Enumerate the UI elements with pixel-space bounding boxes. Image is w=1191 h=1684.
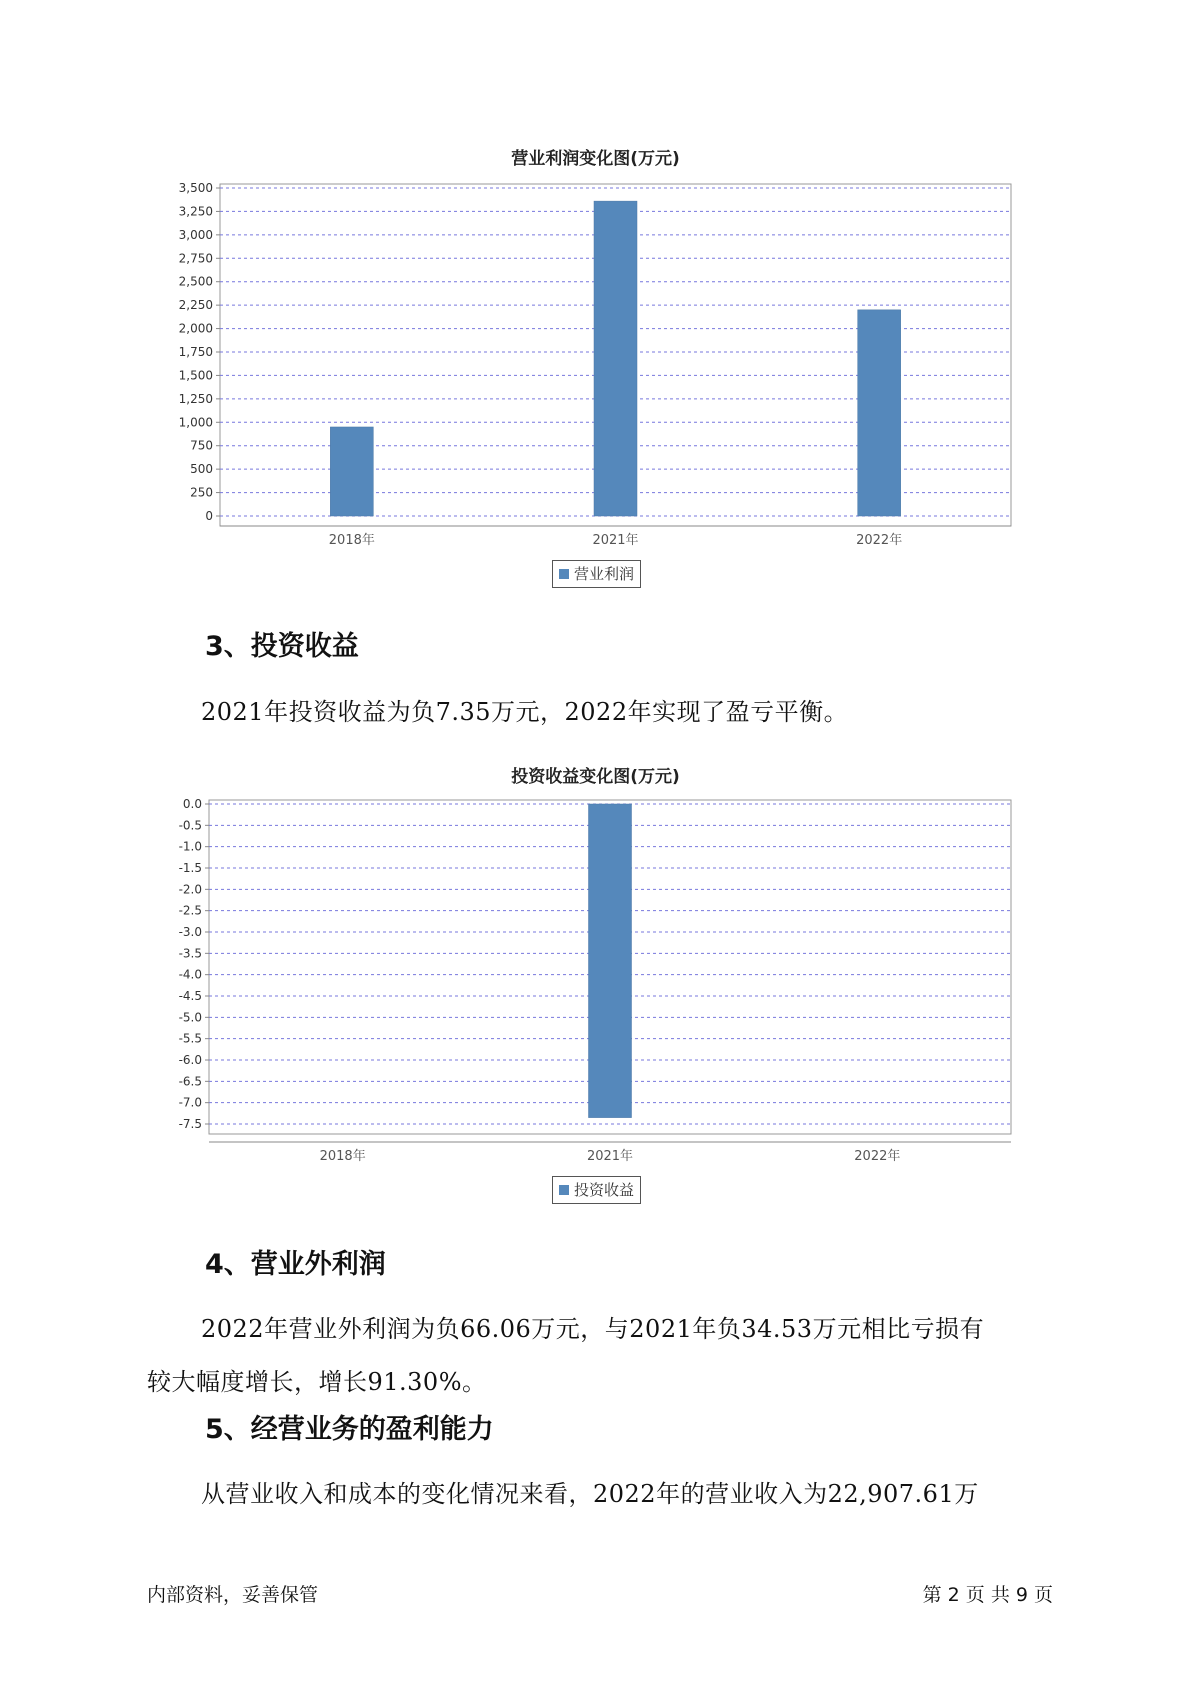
chart1-legend-label: 营业利润: [574, 565, 635, 583]
y-tick-label: 0.0: [182, 797, 202, 811]
y-tick-label: 2,750: [178, 251, 213, 266]
section4-paragraph-line2: 较大幅度增长，增长91.30%。: [147, 1368, 487, 1396]
y-tick-label: 250: [190, 485, 213, 500]
y-tick-label: 3,500: [178, 181, 213, 195]
y-tick-label: 2,250: [178, 298, 213, 313]
bar: [589, 804, 632, 1118]
section4-paragraph-line1: 2022年营业外利润为负66.06万元，与2021年负34.53万元相比亏损有: [201, 1315, 985, 1343]
y-tick-label: 1,750: [178, 345, 213, 359]
footer-page-number: 第 2 页 共 9 页: [922, 1584, 1053, 1606]
section4-heading: 4、营业外利润: [205, 1249, 386, 1280]
x-tick-label: 2021年: [592, 533, 639, 548]
chart2-legend-label: 投资收益: [574, 1181, 635, 1199]
x-tick-label: 2018年: [328, 533, 375, 548]
y-tick-label: 500: [190, 462, 213, 477]
section5-heading: 5、经营业务的盈利能力: [205, 1414, 494, 1445]
y-tick-label: -5.0: [178, 1010, 202, 1025]
y-tick-label: -3.5: [178, 946, 202, 961]
y-tick-label: -2.0: [178, 882, 202, 897]
chart2-legend: [552, 1176, 641, 1204]
y-tick-label: -4.0: [178, 967, 202, 982]
y-tick-label: -5.5: [178, 1031, 202, 1046]
y-tick-label: -4.5: [178, 989, 202, 1003]
chart1-title: 营业利润变化图(万元): [511, 149, 680, 169]
y-tick-label: 3,250: [178, 204, 213, 219]
y-tick-label: 0: [205, 509, 213, 523]
y-tick-label: -7.0: [178, 1095, 202, 1110]
x-tick-label: 2021年: [586, 1149, 634, 1164]
y-tick-label: 1,250: [178, 391, 213, 406]
y-tick-label: -1.5: [178, 861, 202, 875]
y-tick-label: 3,000: [178, 227, 213, 242]
y-tick-label: -6.5: [178, 1074, 202, 1089]
section5-paragraph: 从营业收入和成本的变化情况来看，2022年的营业收入为22,907.61万: [201, 1480, 979, 1508]
y-tick-label: 750: [190, 438, 213, 453]
legend-swatch: [559, 1185, 569, 1195]
y-tick-label: 2,500: [178, 274, 213, 289]
x-tick-label: 2022年: [856, 533, 903, 548]
x-tick-label: 2018年: [319, 1149, 366, 1164]
section3-paragraph: 2021年投资收益为负7.35万元，2022年实现了盈亏平衡。: [201, 698, 849, 726]
y-tick-label: -1.0: [178, 839, 202, 854]
chart2-title: 投资收益变化图(万元): [511, 767, 680, 787]
y-tick-label: -0.5: [178, 818, 202, 833]
x-tick-label: 2022年: [854, 1149, 901, 1164]
y-tick-label: 1,500: [178, 368, 213, 383]
footer-left: 内部资料，妥善保管: [147, 1584, 319, 1606]
y-tick-label: 1,000: [178, 415, 213, 430]
y-tick-label: -2.5: [178, 903, 202, 918]
section3-heading: 3、投资收益: [205, 631, 359, 662]
y-tick-label: -7.5: [178, 1117, 202, 1131]
y-tick-label: -6.0: [178, 1053, 202, 1067]
y-tick-label: 2,000: [178, 321, 213, 336]
y-tick-label: -3.0: [178, 925, 202, 939]
